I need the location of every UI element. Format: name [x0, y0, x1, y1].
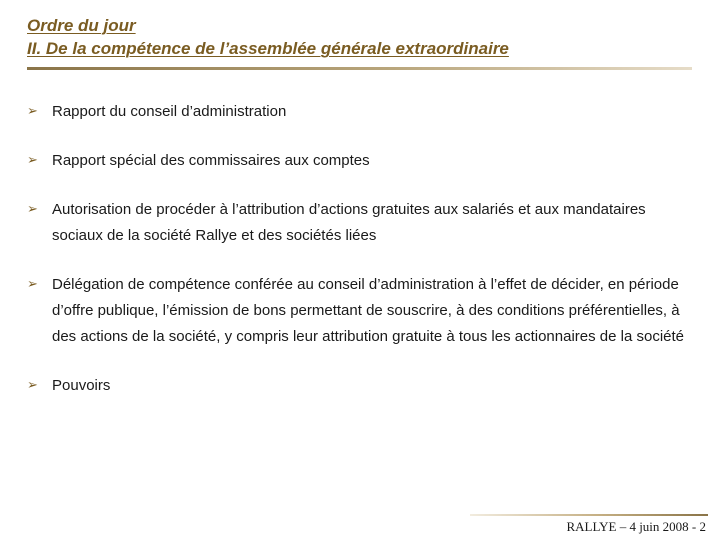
arrow-bullet-icon: ➢	[27, 104, 38, 119]
slide-title	[27, 14, 509, 60]
agenda-item-text: Rapport du conseil d’administration	[52, 103, 287, 120]
agenda-item	[27, 373, 697, 399]
arrow-bullet-icon: ➢	[27, 153, 38, 168]
agenda-item-text: Pouvoirs	[52, 377, 111, 394]
agenda-item	[27, 197, 697, 249]
footer-text: RALLYE – 4 juin 2008 - 2	[566, 519, 706, 534]
agenda-item	[27, 148, 697, 174]
agenda-list	[27, 99, 697, 422]
agenda-item-text: Rapport spécial des commissaires aux comptes	[52, 152, 370, 169]
title-divider	[27, 67, 692, 70]
arrow-bullet-icon: ➢	[27, 202, 38, 217]
arrow-bullet-icon: ➢	[27, 378, 38, 393]
agenda-item-text: Délégation de compétence conférée au conseil d’administration à l’effet de décider, en période d’offre publique, l’émission de bons permettant de souscrire, à des conditions préférentielles, à des actions de la société, y compris leur attribution gratuite à tous les actionnaires de la société	[52, 276, 685, 345]
agenda-item	[27, 272, 697, 350]
agenda-item	[27, 99, 697, 125]
arrow-bullet-icon: ➢	[27, 277, 38, 292]
agenda-item-text: Autorisation de procéder à l’attribution d’actions gratuites aux salariés et aux mandataires sociaux de la société Rallye et des sociétés liées	[52, 201, 646, 244]
footer-divider	[470, 514, 708, 516]
title-line-section: II. De la compétence de l’assemblée générale extraordinaire	[27, 39, 509, 58]
title-line-agenda: Ordre du jour	[27, 16, 136, 35]
